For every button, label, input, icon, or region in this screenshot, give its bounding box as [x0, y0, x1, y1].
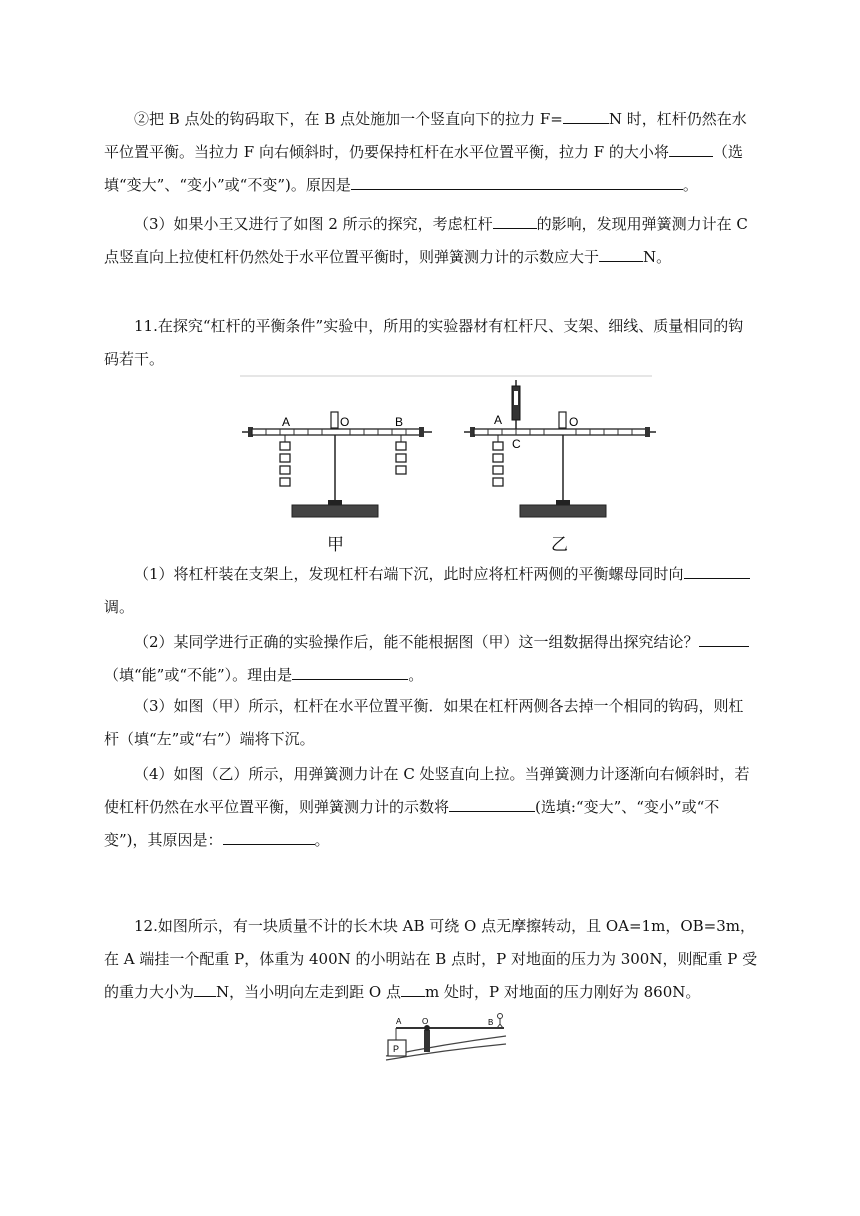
q12-stem-text-b: N，当小明向左走到距 O 点 [216, 983, 401, 1001]
seesaw-label-A: A [396, 1017, 402, 1026]
label-C-right: C [512, 437, 521, 451]
q10-blank-reason[interactable] [351, 174, 683, 190]
q11-blank-cause[interactable] [223, 829, 315, 845]
q11-lever-figure [236, 374, 656, 552]
label-B-left: B [395, 415, 404, 429]
figure-yi [464, 380, 656, 517]
seesaw-label-B: B [488, 1018, 494, 1027]
q10-part2-text-d: 。 [682, 176, 698, 194]
q11-part2 [104, 626, 758, 692]
q11-part4 [104, 758, 758, 857]
q11-blank-can[interactable] [699, 631, 749, 647]
q11-blank-reading-change[interactable] [449, 796, 535, 812]
label-O-left: O [340, 415, 350, 429]
q11-part2-text-a: （2）某同学进行正确的实验操作后，能不能根据图（甲）这一组数据得出探究结论？ [134, 633, 699, 651]
q11-part2-text-c: 。 [408, 666, 424, 684]
q12-blank-distance[interactable] [401, 981, 425, 997]
seesaw-label-P: P [393, 1044, 400, 1054]
q10-part2-text-a: ②把 B 点处的钩码取下，在 B 点处施加一个竖直向下的拉力 F= [134, 110, 563, 128]
q10-part3-text-b: 的影响，发现用弹簧测力计在 C 点竖直向上拉使杠杆仍然处于水平位置平衡时，则弹簧测力计的示数应大于 [104, 215, 748, 266]
q11-stem-text: 11.在探究“杠杆的平衡条件”实验中，所用的实验器材有杠杆尺、支架、细线、质量相同的钩码若干。 [104, 317, 744, 368]
q11-part4-text-a: （4）如图（乙）所示，用弹簧测力计在 C 处竖直向上拉。当弹簧测力计逐渐向右倾斜时，若使杠杆仍然在水平位置平衡，则弹簧测力计的示数将 [104, 765, 750, 816]
q10-part2-text-b: N 时，杠杆仍然在水平位置平衡。当拉力 F 向右倾斜时，仍要保持杠杆在水平位置平衡，拉力 F 的大小将 [104, 110, 747, 161]
q10-blank-change[interactable] [669, 141, 713, 157]
q10-part3-text-a: （3）如果小王又进行了如图 2 所示的探究，考虑杠杆 [134, 215, 493, 233]
q11-part4-text-b: (选填:“变大”、“变小”或“不变”)，其原因是： [104, 798, 720, 849]
q12-blank-weight[interactable] [194, 981, 216, 997]
q10-part3-paragraph [104, 208, 758, 274]
caption-yi: 乙 [551, 535, 568, 555]
seesaw-label-O: O [422, 1017, 429, 1026]
q11-part4-text-c: 。 [314, 831, 330, 849]
label-A-left: A [282, 415, 291, 429]
q10-part2-paragraph [104, 103, 758, 202]
q11-part1-text-a: （1）将杠杆装在支架上，发现杠杆右端下沉，此时应将杠杆两侧的平衡螺母同时向 [134, 565, 684, 583]
q12-stem-text-a: 12.如图所示，有一块质量不计的长木块 AB 可绕 O 点无摩擦转动，且 OA=1m，OB=3m，在 A 端挂一个配重 P，体重为 400N 的小明站在 B 点时，P 对地面的压力为 300N，则配重 P 受的重力大小为 [104, 917, 758, 1001]
q11-part2-text-b: （填“能”或“不能”）。理由是 [104, 666, 293, 684]
q11-part3 [104, 690, 758, 756]
q11-part1 [104, 558, 758, 624]
q11-part3-text: （3）如图（甲）所示，杠杆在水平位置平衡．如果在杠杆两侧各去掉一个相同的钩码，则杠杆（填“左”或“右”）端将下沉。 [104, 697, 744, 748]
figure-jia [242, 412, 432, 517]
caption-jia: 甲 [327, 535, 344, 555]
q10-blank-force[interactable] [563, 108, 609, 124]
q10-part2-text-c: （选填“变大”、“变小”或“不变”)。原因是 [104, 143, 743, 194]
label-O-right: O [569, 415, 579, 429]
q10-blank-reading[interactable] [599, 246, 643, 262]
q10-part3-text-c: N。 [643, 248, 672, 266]
q12-stem [104, 910, 758, 1009]
q10-blank-lever[interactable] [493, 213, 537, 229]
q11-blank-direction[interactable] [684, 563, 750, 579]
q11-part1-text-b: 调。 [104, 598, 135, 616]
q11-stem [104, 310, 758, 376]
q11-blank-reason[interactable] [292, 664, 408, 680]
q12-seesaw-figure [384, 1010, 508, 1062]
label-A-right: A [494, 413, 503, 427]
q12-stem-text-c: m 处时，P 对地面的压力刚好为 860N。 [424, 983, 701, 1001]
